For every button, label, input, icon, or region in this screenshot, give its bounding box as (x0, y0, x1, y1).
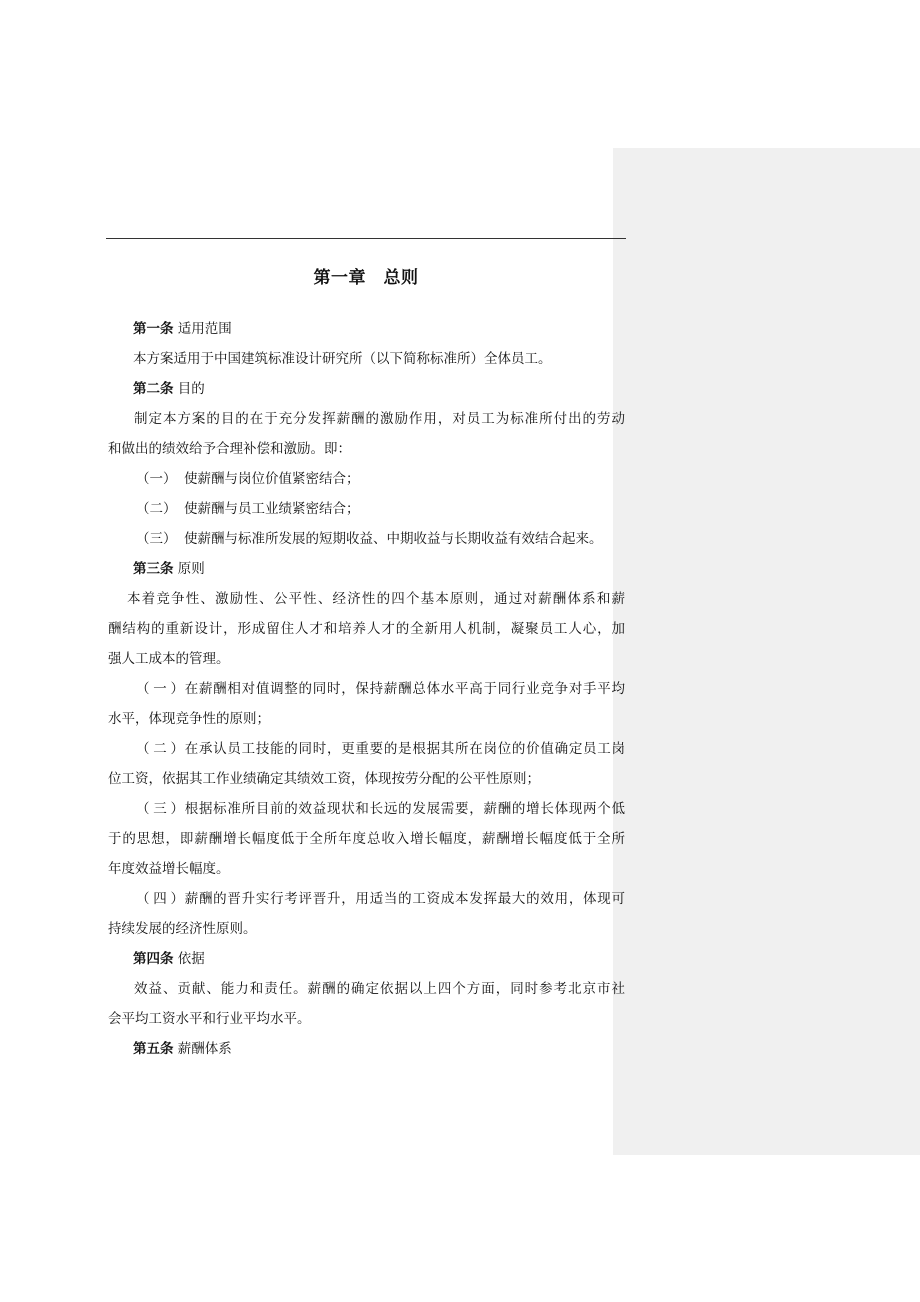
list-number: （一） (136, 471, 177, 487)
article-label: 第四条 (133, 951, 174, 967)
article-title: 依据 (177, 951, 205, 967)
list-text: 使薪酬与标准所发展的短期收益、中期收益与长期收益有效结合起来。 (184, 531, 603, 547)
article-title: 适用范围 (177, 321, 232, 337)
list-item (136, 740, 625, 758)
list-text: 在承认员工技能的同时，更重要的是根据其所在岗位的价值确定员工岗 (184, 741, 625, 757)
article-label: 第三条 (133, 561, 174, 577)
paragraph-line: 位工资，依据其工作业绩确定其绩效工资，体现按劳分配的公平性原则； (108, 771, 540, 787)
chapter-title: 第一章 总则 (313, 268, 419, 288)
article-4-heading (133, 950, 205, 968)
article-label: 第二条 (133, 381, 174, 397)
list-number: （二） (136, 501, 177, 517)
paragraph-line: 水平，体现竞争性的原则； (108, 711, 270, 727)
list-number: （四） (136, 891, 184, 907)
paragraph-line: 和做出的绩效给予合理补偿和激励。即： (108, 441, 351, 457)
paragraph-line: 酬结构的重新设计，形成留住人才和培养人才的全新用人机制，凝聚员工人心，加 (108, 621, 625, 637)
list-number: （二） (136, 741, 184, 757)
article-3-heading (133, 560, 205, 578)
list-item (136, 890, 625, 908)
comment-margin-pane (613, 148, 920, 1155)
list-text: 根据标准所目前的效益现状和长远的发展需要，薪酬的增长体现两个低 (184, 801, 625, 817)
paragraph-line: 制定本方案的目的在于充分发挥薪酬的激励作用，对员工为标准所付出的劳动 (134, 411, 625, 427)
paragraph-line: 效益、贡献、能力和责任。薪酬的确定依据以上四个方面，同时参考北京市社 (134, 981, 625, 997)
list-number: （一） (136, 681, 184, 697)
list-text: 使薪酬与员工业绩紧密结合； (184, 501, 360, 517)
paragraph-line: 本着竞争性、激励性、公平性、经济性的四个基本原则，通过对薪酬体系和薪 (127, 591, 625, 607)
list-item (136, 530, 603, 548)
article-title: 目的 (177, 381, 205, 397)
header-rule (106, 238, 626, 239)
list-item (136, 470, 360, 488)
list-number: （三） (136, 801, 184, 817)
list-text: 在薪酬相对值调整的同时，保持薪酬总体水平高于同行业竞争对手平均 (184, 681, 625, 697)
article-title: 薪酬体系 (177, 1041, 232, 1057)
article-2-heading (133, 380, 205, 398)
paragraph-line: 本方案适用于中国建筑标准设计研究所（以下简称标准所）全体员工。 (133, 351, 552, 367)
paragraph-line: 于的思想，即薪酬增长幅度低于全所年度总收入增长幅度，薪酬增长幅度低于全所 (108, 831, 625, 847)
list-item (136, 680, 625, 698)
article-1-heading (133, 320, 232, 338)
paragraph-line: 会平均工资水平和行业平均水平。 (108, 1011, 311, 1027)
paragraph-line: 强人工成本的管理。 (108, 651, 230, 667)
list-text: 薪酬的晋升实行考评晋升，用适当的工资成本发挥最大的效用，体现可 (184, 891, 625, 907)
list-number: （三） (136, 531, 177, 547)
article-label: 第五条 (133, 1041, 174, 1057)
list-item (136, 800, 625, 818)
paragraph-line: 持续发展的经济性原则。 (108, 921, 257, 937)
list-text: 使薪酬与岗位价值紧密结合； (184, 471, 360, 487)
article-title: 原则 (177, 561, 205, 577)
article-label: 第一条 (133, 321, 174, 337)
article-5-heading (133, 1040, 232, 1058)
paragraph-line: 年度效益增长幅度。 (108, 861, 230, 877)
list-item (136, 500, 360, 518)
